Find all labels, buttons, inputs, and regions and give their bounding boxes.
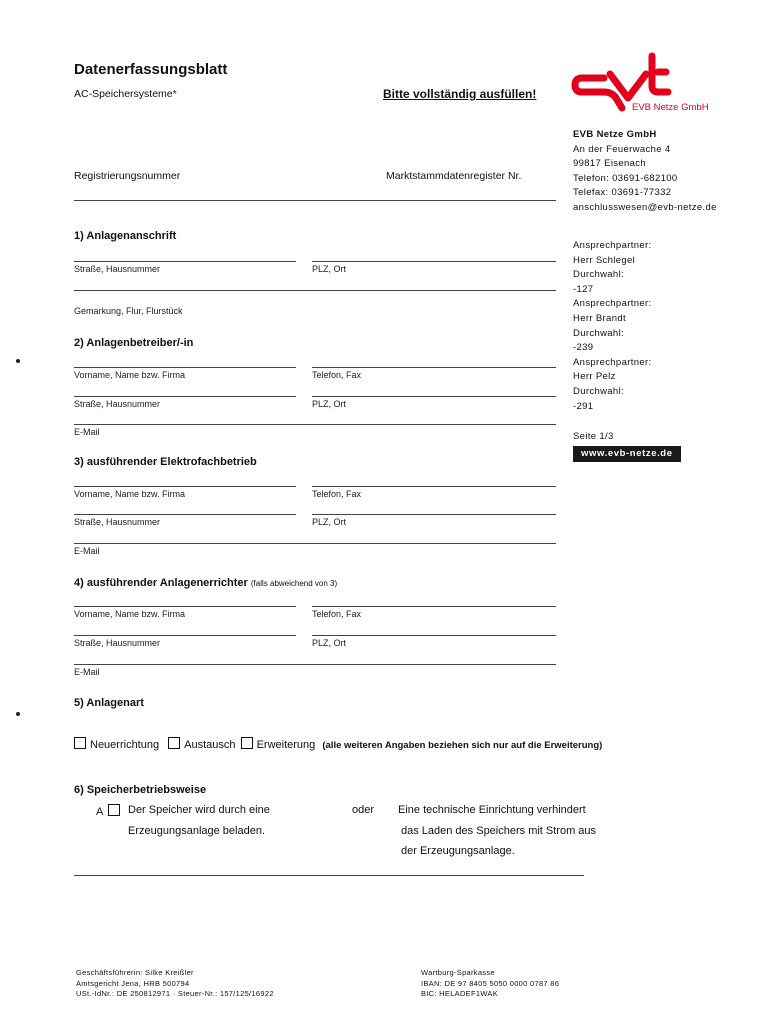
registration-line[interactable] xyxy=(74,200,556,201)
option-replace[interactable] xyxy=(168,739,235,751)
section-4-title: 4) ausführender Anlagenerrichter xyxy=(74,577,248,589)
street-field[interactable] xyxy=(74,396,296,397)
mastr-number-label: Marktstammdatenregister Nr. xyxy=(386,170,522,182)
option-a xyxy=(96,804,124,818)
street-field[interactable] xyxy=(74,261,296,262)
website-link[interactable]: www.evb-netze.de xyxy=(573,446,681,462)
field-label: Vorname, Name bzw. Firma xyxy=(74,370,186,380)
contact-label: Ansprechpartner: xyxy=(573,298,652,310)
option-new[interactable] xyxy=(74,739,159,751)
section-5-heading: 5) Anlagenart xyxy=(74,697,144,709)
field-label: E-Mail xyxy=(74,667,100,677)
field-label: Telefon, Fax xyxy=(312,609,362,619)
margin-bullet xyxy=(16,359,20,363)
option-b-line1: Eine technische Einrichtung verhindert xyxy=(398,804,586,816)
registration-number-label: Registrierungsnummer xyxy=(74,170,181,182)
margin-bullet xyxy=(16,712,20,716)
option-label: Erweiterung xyxy=(256,739,316,751)
footer-right xyxy=(421,968,559,1000)
field-label: PLZ, Ort xyxy=(312,517,347,527)
section-3-heading: 3) ausführender Elektrofachbetrieb xyxy=(74,456,257,468)
street-field[interactable] xyxy=(74,635,296,636)
field-label: PLZ, Ort xyxy=(312,638,347,648)
field-label: PLZ, Ort xyxy=(312,264,347,274)
page-subtitle: AC-Speichersysteme* xyxy=(74,88,177,100)
option-extend[interactable] xyxy=(241,739,316,751)
parcel-field[interactable] xyxy=(74,290,556,291)
field-label: Straße, Hausnummer xyxy=(74,264,161,274)
field-label: E-Mail xyxy=(74,427,100,437)
option-b-line3: der Erzeugungsanlage. xyxy=(401,845,515,857)
field-label: E-Mail xyxy=(74,546,100,556)
company-street: An der Feuerwache 4 xyxy=(573,143,671,155)
checkbox[interactable] xyxy=(168,737,180,749)
plz-field[interactable] xyxy=(312,514,556,515)
extension-note: (alle weiteren Angaben beziehen sich nur auf die Erweiterung) xyxy=(322,740,603,751)
company-address xyxy=(573,128,717,216)
signature-line[interactable] xyxy=(74,875,584,876)
contact-ext-label: Durchwahl: xyxy=(573,385,625,397)
phone-field[interactable] xyxy=(312,606,556,607)
company-city: 99817 Eisenach xyxy=(573,158,647,170)
contact-ext: -239 xyxy=(573,342,594,354)
section-4-note: (falls abweichend von 3) xyxy=(250,579,338,588)
field-label: Telefon, Fax xyxy=(312,370,362,380)
option-a-line2: Erzeugungsanlage beladen. xyxy=(128,825,266,837)
name-field[interactable] xyxy=(74,606,296,607)
must-fill-notice: Bitte vollständig ausfüllen! xyxy=(383,87,537,101)
contact-label: Ansprechpartner: xyxy=(573,240,652,251)
page-title: Datenerfassungsblatt xyxy=(74,61,228,78)
option-a-letter: A xyxy=(96,806,103,818)
option-label: Austausch xyxy=(184,739,236,751)
email-field[interactable] xyxy=(74,424,556,425)
footer-left xyxy=(76,968,274,1000)
name-field[interactable] xyxy=(74,486,296,487)
footer-line: Geschäftsführerin: Silke Kreißler xyxy=(76,968,194,977)
company-phone: Telefon: 03691-682100 xyxy=(573,172,678,184)
section-4-heading xyxy=(74,577,337,589)
plz-field[interactable] xyxy=(312,635,556,636)
field-label: Straße, Hausnummer xyxy=(74,399,161,409)
name-field[interactable] xyxy=(74,367,296,368)
contact-name: Herr Brandt xyxy=(573,312,626,324)
field-label: PLZ, Ort xyxy=(312,399,347,409)
footer-line: Amtsgericht Jena, HRB 500794 xyxy=(76,978,190,988)
field-label: Gemarkung, Flur, Flurstück xyxy=(74,306,183,316)
page-number: Seite 1/3 xyxy=(573,431,614,442)
checkbox[interactable] xyxy=(108,804,120,816)
evb-logo xyxy=(570,52,720,118)
contacts-block xyxy=(573,239,651,414)
contact-ext: -127 xyxy=(573,283,594,295)
option-b-line2: das Laden des Speichers mit Strom aus xyxy=(401,825,597,837)
section-1-heading: 1) Anlagenanschrift xyxy=(74,230,177,242)
field-label: Telefon, Fax xyxy=(312,489,362,499)
contact-name: Herr Pelz xyxy=(573,371,616,383)
company-name: EVB Netze GmbH xyxy=(573,129,657,140)
field-label: Vorname, Name bzw. Firma xyxy=(74,609,186,619)
footer-line: USt.-IdNr.: DE 250812971 · Steuer-Nr.: 157/125/16922 xyxy=(76,989,274,998)
option-a-line1: Der Speicher wird durch eine xyxy=(128,804,270,816)
plz-field[interactable] xyxy=(312,261,556,262)
contact-ext: -291 xyxy=(573,400,594,412)
company-email[interactable]: anschlusswesen@evb-netze.de xyxy=(573,201,717,213)
company-fax: Telefax: 03691-77332 xyxy=(573,187,672,199)
footer-line: IBAN: DE 97 8405 5050 0000 0787 86 xyxy=(421,978,560,988)
contact-ext-label: Durchwahl: xyxy=(573,327,625,339)
section-6-heading: 6) Speicherbetriebsweise xyxy=(74,784,207,796)
option-label: Neuerrichtung xyxy=(90,739,160,751)
contact-name: Herr Schlegel xyxy=(573,254,636,266)
footer-line: BIC: HELADEF1WAK xyxy=(421,989,499,998)
contact-label: Ansprechpartner: xyxy=(573,356,652,368)
field-label: Straße, Hausnummer xyxy=(74,638,161,648)
logo-caption: EVB Netze GmbH xyxy=(632,102,709,113)
field-label: Vorname, Name bzw. Firma xyxy=(74,489,186,499)
phone-field[interactable] xyxy=(312,486,556,487)
installation-type-options xyxy=(74,737,602,751)
or-label: oder xyxy=(352,804,375,816)
email-field[interactable] xyxy=(74,664,556,665)
section-2-heading: 2) Anlagenbetreiber/-in xyxy=(74,337,194,349)
plz-field[interactable] xyxy=(312,396,556,397)
phone-field[interactable] xyxy=(312,367,556,368)
checkbox[interactable] xyxy=(74,737,86,749)
street-field[interactable] xyxy=(74,514,296,515)
email-field[interactable] xyxy=(74,543,556,544)
contact-ext-label: Durchwahl: xyxy=(573,269,625,281)
field-label: Straße, Hausnummer xyxy=(74,517,161,527)
footer-line: Wartburg-Sparkasse xyxy=(421,968,495,977)
checkbox[interactable] xyxy=(241,737,253,749)
